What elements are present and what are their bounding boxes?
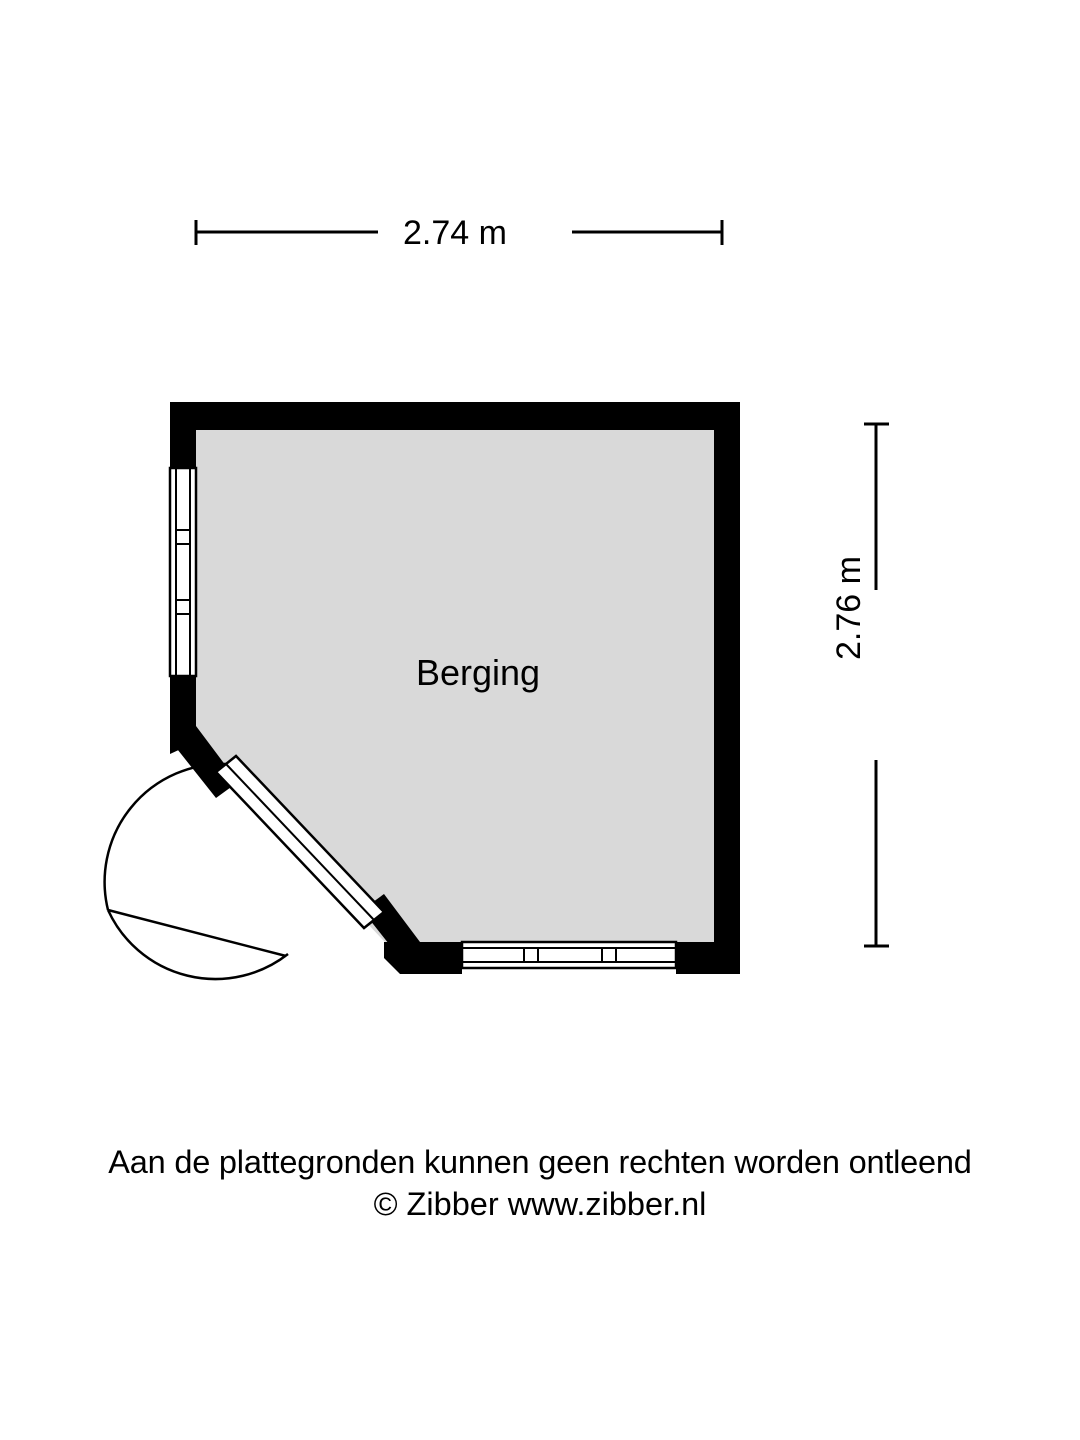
footer-text (0, 1142, 1080, 1225)
room-name-label: Berging (415, 652, 541, 693)
dimension-label-height: 2.76 m (830, 556, 868, 660)
footer-copyright: © Zibber www.zibber.nl (373, 1185, 707, 1222)
footer-disclaimer: Aan de plattegronden kunnen geen rechten worden ontleend (108, 1144, 972, 1180)
window-left (170, 468, 196, 676)
dimension-label-width: 2.74 m (403, 214, 507, 252)
window-bottom (462, 942, 676, 968)
